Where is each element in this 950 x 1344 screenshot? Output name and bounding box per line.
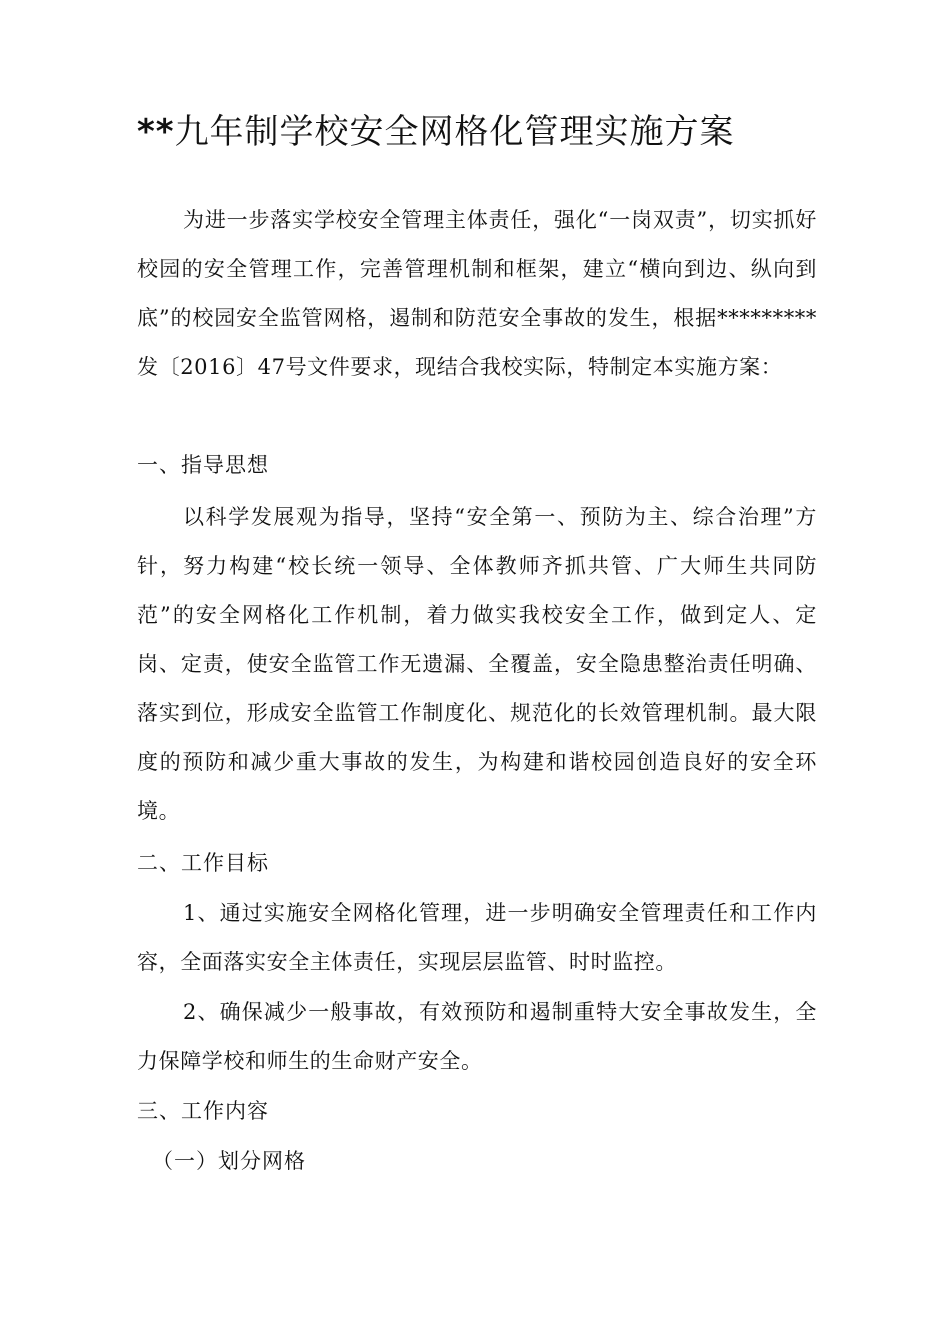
section-heading-work-content: 三、工作内容 — [137, 1099, 269, 1123]
work-goal-item-2: 2、确保减少一般事故，有效预防和遏制重特大安全事故发生，全力保障学校和师生的生命财产安全。 — [137, 1000, 817, 1073]
title-prefix: ** — [137, 112, 175, 152]
work-goal-item-1: 1、通过实施安全网格化管理，进一步明确安全管理责任和工作内容，全面落实安全主体责任，实现层层监管、时时监控。 — [137, 901, 817, 974]
subsection-heading-divide-grid: （一）划分网格 — [152, 1149, 306, 1173]
section-heading-guiding-ideology: 一、指导思想 — [137, 453, 269, 477]
document-title — [137, 108, 837, 156]
section-heading-work-goals: 二、工作目标 — [137, 851, 269, 875]
intro-paragraph: 为进一步落实学校安全管理主体责任，强化“一岗双责”，切实抓好校园的安全管理工作，完善管理机制和框架，建立“横向到边、纵向到底”的校园安全监管网格，遏制和防范安全事故的发生，根据*********发〔2016〕47号文件要求，现结合我校实际，特制定本实施方案： — [137, 208, 817, 379]
guiding-ideology-paragraph: 以科学发展观为指导，坚持“安全第一、预防为主、综合治理”方针，努力构建“校长统一领导、全体教师齐抓共管、广大师生共同防范”的安全网格化工作机制，着力做实我校安全工作，做到定人、定岗、定责，使安全监管工作无遗漏、全覆盖，安全隐患整治责任明确、落实到位，形成安全监管工作制度化、规范化的长效管理机制。最大限度的预防和减少重大事故的发生，为构建和谐校园创造良好的安全环境。 — [137, 505, 817, 823]
title-main: 九年制学校安全网格化管理实施方案 — [174, 112, 735, 152]
